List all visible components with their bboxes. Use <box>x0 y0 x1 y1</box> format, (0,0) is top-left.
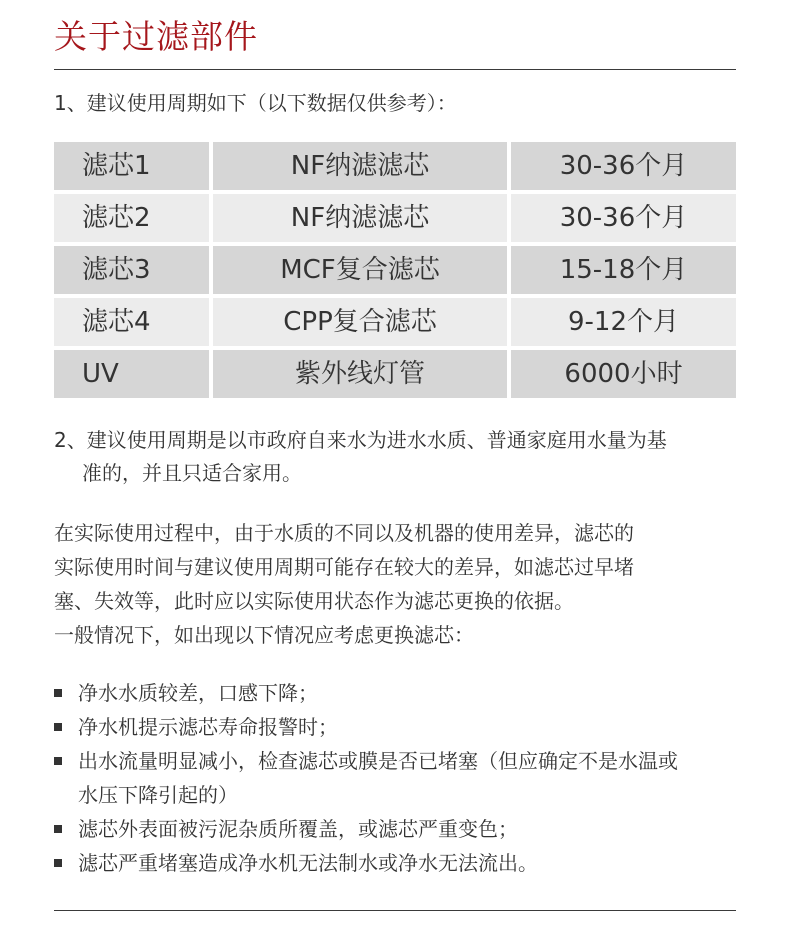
filter-name-cell: 滤芯1 <box>54 142 209 190</box>
filter-type-cell: CPP复合滤芯 <box>213 298 507 346</box>
table-row <box>54 142 736 190</box>
list-item-text: 滤芯外表面被污泥杂质所覆盖，或滤芯严重变色； <box>78 817 518 841</box>
filter-name-cell: UV <box>54 350 209 398</box>
filter-name-cell: 滤芯4 <box>54 298 209 346</box>
page-title: 关于过滤部件 <box>54 17 258 56</box>
bullet-square-icon <box>54 689 62 697</box>
bottom-divider <box>54 910 736 911</box>
usage-note <box>54 424 744 490</box>
list-item-text: 滤芯严重堵塞造成净水机无法制水或净水无法流出。 <box>78 851 538 875</box>
list-item <box>54 710 754 744</box>
explanation-paragraph <box>54 516 744 652</box>
filter-type-cell: NF纳滤滤芯 <box>213 142 507 190</box>
list-item-continuation: 水压下降引起的） <box>78 783 238 807</box>
filter-period-cell: 30-36个月 <box>511 194 736 242</box>
paragraph-line: 一般情况下，如出现以下情况应考虑更换滤芯： <box>54 623 474 647</box>
filter-period-cell: 6000小时 <box>511 350 736 398</box>
filter-type-cell: NF纳滤滤芯 <box>213 194 507 242</box>
table-row <box>54 350 736 398</box>
title-divider <box>54 69 736 70</box>
table-row <box>54 246 736 294</box>
list-item <box>54 676 754 710</box>
paragraph-line: 塞、失效等，此时应以实际使用状态作为滤芯更换的依据。 <box>54 589 574 613</box>
bullet-square-icon <box>54 757 62 765</box>
list-item-text: 净水水质较差，口感下降； <box>78 681 318 705</box>
paragraph-line: 实际使用时间与建议使用周期可能存在较大的差异，如滤芯过早堵 <box>54 555 634 579</box>
filter-period-table <box>54 142 736 402</box>
bullet-square-icon <box>54 859 62 867</box>
filter-name-cell: 滤芯3 <box>54 246 209 294</box>
list-item <box>54 846 754 880</box>
filter-period-cell: 30-36个月 <box>511 142 736 190</box>
list-item-text: 净水机提示滤芯寿命报警时； <box>78 715 338 739</box>
filter-period-cell: 15-18个月 <box>511 246 736 294</box>
filter-type-cell: 紫外线灯管 <box>213 350 507 398</box>
usage-note-line: 2、建议使用周期是以市政府自来水为进水水质、普通家庭用水量为基 <box>54 428 667 452</box>
filter-type-cell: MCF复合滤芯 <box>213 246 507 294</box>
table-row <box>54 194 736 242</box>
list-item-text: 出水流量明显减小，检查滤芯或膜是否已堵塞（但应确定不是水温或 <box>78 749 678 773</box>
filter-name-cell: 滤芯2 <box>54 194 209 242</box>
bullet-square-icon <box>54 723 62 731</box>
list-item <box>54 744 754 812</box>
usage-note-line: 准的，并且只适合家用。 <box>82 461 302 485</box>
filter-period-cell: 9-12个月 <box>511 298 736 346</box>
table-row <box>54 298 736 346</box>
intro-text: 1、建议使用周期如下（以下数据仅供参考）： <box>54 91 457 115</box>
paragraph-line: 在实际使用过程中，由于水质的不同以及机器的使用差异，滤芯的 <box>54 521 634 545</box>
replacement-conditions-list <box>54 676 754 880</box>
bullet-square-icon <box>54 825 62 833</box>
list-item <box>54 812 754 846</box>
